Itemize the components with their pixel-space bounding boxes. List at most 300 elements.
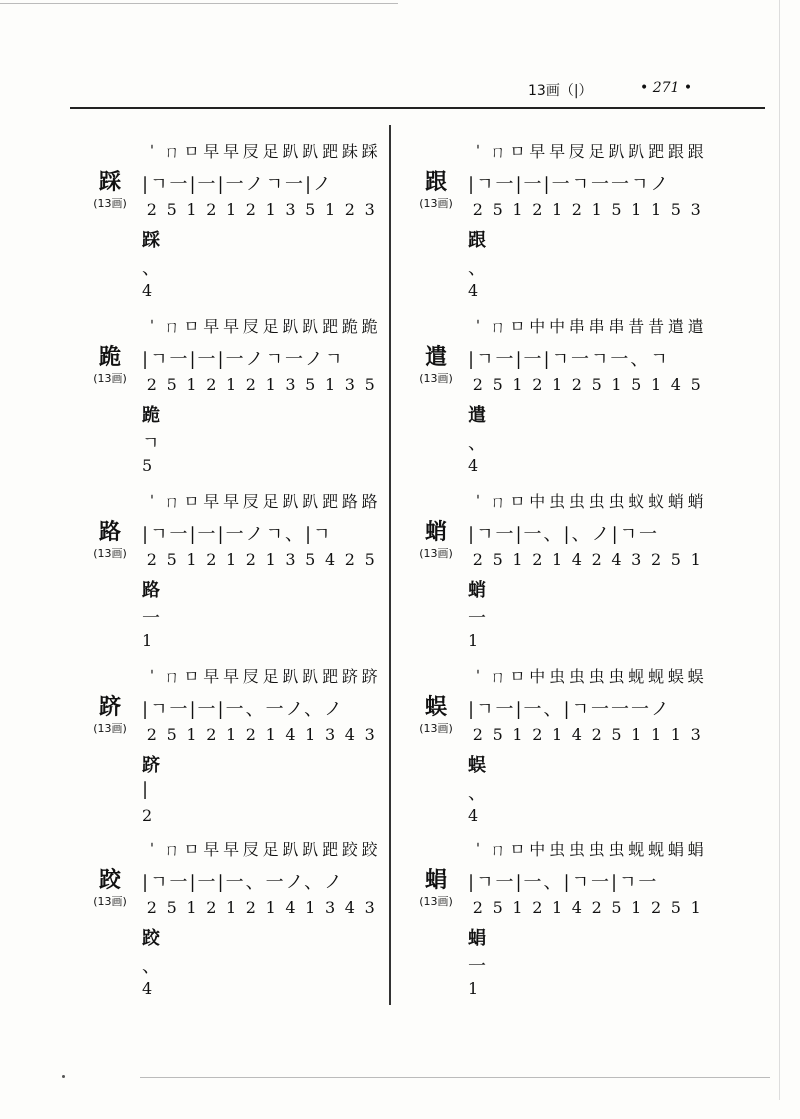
progression-step: 蛸 [687,492,704,511]
progression-step: 早 [203,840,220,859]
stroke-number: 2 [650,898,662,917]
progression-step: 遣 [667,317,684,336]
progression-step: ˈ [475,142,481,161]
stroke-number: 1 [512,200,523,219]
stroke-number: 2 [245,898,256,917]
character-entry [406,490,726,665]
progression-step: ˈ [149,840,155,859]
progression-step: 串 [588,317,605,336]
progression-step: 趴 [608,142,625,161]
stroke-number: 1 [186,200,197,219]
progression-step: 早 [223,840,240,859]
stroke-number: 1 [225,898,237,917]
stroke-sequence: |ㄱ一|一|一ノㄱ、|ㄱ [142,524,333,545]
stroke-progression [468,490,706,514]
stroke-number: 5 [492,550,503,569]
stroke-number: 5 [305,550,316,569]
progression-step: ㅁ [183,142,200,161]
final-stroke-number: 2 [142,806,153,825]
progression-step: 早 [203,317,220,336]
stroke-number: 1 [225,725,237,744]
progression-step: ㅁ [183,667,200,686]
stroke-sequence: |ㄱ一|一|一、一ノ、ノ [142,699,345,720]
header-section-label: 13画（|） [528,83,593,99]
character-entry [80,140,400,315]
stroke-number: 3 [364,200,375,219]
stroke-number: 1 [512,725,523,744]
progression-step: 串 [568,317,585,336]
stroke-number: 1 [512,898,523,917]
progression-step: 足 [262,317,279,336]
progression-step: 跪 [341,317,358,336]
progression-step: 趴 [302,142,319,161]
stroke-number: 5 [166,200,177,219]
progression-step: 蜈 [687,667,704,686]
progression-step: 足 [262,492,279,511]
stroke-number: 3 [690,725,701,744]
stroke-number: 1 [225,200,237,219]
progression-step: 早 [203,142,220,161]
final-stroke: | [142,779,149,800]
progression-step: 蚬 [648,840,665,859]
stroke-number: 5 [690,375,701,394]
progression-step: 跊 [341,142,358,161]
headword: 踩 [98,169,121,195]
stroke-numbers [142,375,380,394]
stroke-number: 1 [186,898,197,917]
progression-step: 虫 [608,667,625,686]
final-stroke: 一 [468,608,486,629]
progression-step: 中 [529,492,546,511]
progression-step: 虫 [549,492,566,511]
progression-step: 㞋 [242,840,259,859]
stroke-number: 2 [146,200,157,219]
stroke-number: 5 [611,898,622,917]
progression-step: 趴 [302,667,319,686]
headword: 蛸 [424,519,447,545]
stroke-number: 4 [344,725,355,744]
progression-step: ˈ [149,142,155,161]
progression-step: 跪 [361,317,378,336]
stroke-number: 1 [631,898,642,917]
stroke-number: 5 [166,375,177,394]
stroke-number: 4 [285,725,296,744]
stroke-number: 4 [611,550,622,569]
stroke-number: 5 [492,375,503,394]
progression-step: ㅁ [509,667,526,686]
progression-step: ㅁ [183,492,200,511]
progression-step: 早 [223,492,240,511]
stroke-number: 2 [472,550,483,569]
progression-step: 虫 [608,492,625,511]
stroke-number: 1 [551,375,563,394]
stroke-number: 2 [206,375,217,394]
final-stroke-number: 1 [468,979,479,998]
stroke-number: 1 [551,725,563,744]
stroke-number: 1 [670,725,681,744]
stroke-number: 4 [344,898,355,917]
progression-step: 趴 [282,317,299,336]
progression-step: 路 [361,492,378,511]
progression-step: 虫 [568,667,585,686]
progression-step: 蚬 [648,667,665,686]
progression-step: ㅁ [509,142,526,161]
running-header [500,80,700,104]
stroke-number: 5 [364,550,375,569]
character-entry [406,140,726,315]
stroke-number: 1 [650,375,662,394]
progression-step: 跟 [667,142,684,161]
stroke-number: 1 [186,725,197,744]
final-stroke: ㄱ [142,433,160,454]
progression-step: ˈ [475,492,481,511]
progression-step: 蚬 [628,667,645,686]
stroke-count: (13画) [93,547,127,560]
stroke-number: 1 [690,550,701,569]
stroke-number: 2 [532,898,543,917]
stroke-number: 1 [551,898,563,917]
headword: 跟 [424,169,447,195]
final-stroke: 、 [142,956,160,977]
stroke-numbers [468,375,706,394]
stroke-number: 2 [591,725,602,744]
page-edge-line [779,0,780,1100]
final-stroke-number: 1 [468,631,479,650]
final-character: 蛸 [468,580,486,601]
progression-step: 虫 [588,492,605,511]
stroke-number: 2 [472,375,483,394]
progression-step: 虫 [588,667,605,686]
headword: 跻 [98,694,121,720]
stroke-number: 5 [305,375,316,394]
stroke-number: 5 [670,200,681,219]
stroke-progression [468,838,706,862]
stroke-progression [142,140,380,164]
stroke-sequence: |ㄱ一|一、|ㄱ一一一ノ [468,699,671,720]
character-entry [80,490,400,665]
progression-step: 早 [529,142,546,161]
progression-step: ˈ [149,667,155,686]
stroke-sequence: |ㄱ一|一|一、一ノ、ノ [142,872,345,893]
stroke-number: 1 [265,898,276,917]
progression-step: ㄇ [489,667,506,686]
progression-step: 虫 [549,667,566,686]
progression-step: 蜎 [667,840,684,859]
stroke-number: 2 [650,550,662,569]
progression-step: 跁 [322,840,339,859]
character-entry [80,665,400,840]
stroke-number: 2 [472,725,483,744]
stroke-progression [468,140,706,164]
final-stroke-number: 5 [142,456,153,475]
stroke-number: 3 [324,725,336,744]
headword: 蜈 [424,694,447,720]
stroke-number: 2 [532,550,543,569]
stroke-number: 1 [650,725,662,744]
progression-step: 早 [223,667,240,686]
stroke-number: 5 [492,200,503,219]
progression-step: ˈ [149,317,155,336]
stroke-number: 1 [591,200,602,219]
stroke-number: 3 [324,898,336,917]
stroke-number: 2 [146,898,157,917]
stroke-numbers [468,898,706,917]
progression-step: 足 [262,667,279,686]
stroke-number: 2 [146,550,157,569]
stroke-number: 1 [305,725,316,744]
headword: 跤 [98,867,121,893]
stroke-count: (13画) [419,895,453,908]
stroke-progression [468,665,706,689]
progression-step: 㞋 [242,142,259,161]
stroke-numbers [142,725,380,744]
stroke-number: 2 [245,375,256,394]
headword: 路 [98,519,121,545]
progression-step: ㅁ [183,840,200,859]
progression-step: 虫 [568,840,585,859]
progression-step: 早 [549,142,566,161]
progression-step: ㄇ [163,142,180,161]
stroke-number: 3 [364,898,375,917]
progression-step: ㄇ [489,492,506,511]
progression-step: 跤 [341,840,358,859]
progression-step: 踩 [361,142,378,161]
stroke-number: 2 [571,200,582,219]
final-character: 路 [142,580,160,601]
progression-step: 中 [529,667,546,686]
progression-step: ㄇ [163,667,180,686]
stroke-number: 5 [670,898,681,917]
final-character: 遣 [468,405,486,426]
progression-step: 趴 [302,492,319,511]
progression-step: 虫 [549,840,566,859]
stroke-number: 1 [611,375,622,394]
stroke-progression [142,665,380,689]
headword: 遣 [424,344,447,370]
stroke-sequence: |ㄱ一|一|ㄱ一ㄱ一、ㄱ [468,349,670,370]
final-stroke: 、 [468,783,486,804]
character-entry [80,315,400,490]
final-character: 蜎 [468,928,486,949]
stroke-progression [142,315,380,339]
stroke-numbers [142,550,380,569]
final-character: 跟 [468,230,486,251]
stroke-number: 2 [532,200,543,219]
stroke-number: 1 [265,550,276,569]
progression-step: 中 [549,317,566,336]
stroke-number: 5 [492,725,503,744]
progression-step: 跁 [648,142,665,161]
stroke-numbers [468,200,706,219]
progression-step: 蚁 [648,492,665,511]
progression-step: 趴 [282,667,299,686]
stroke-number: 2 [591,550,602,569]
progression-step: ㄇ [163,317,180,336]
stroke-number: 1 [225,550,237,569]
stroke-number: 4 [324,550,336,569]
final-stroke-number: 1 [142,631,153,650]
stroke-number: 1 [225,375,237,394]
final-stroke-number: 4 [468,281,479,300]
stroke-number: 2 [344,550,355,569]
stroke-sequence: |ㄱ一|一、|ㄱ一|ㄱ一 [468,872,659,893]
stroke-number: 3 [285,200,296,219]
progression-step: 昔 [648,317,665,336]
progression-step: 趴 [282,492,299,511]
stroke-sequence: |ㄱ一|一|一ㄱ一一ㄱノ [468,174,671,195]
progression-step: 跁 [322,317,339,336]
progression-step: ㅁ [509,492,526,511]
progression-step: 趴 [282,840,299,859]
final-stroke: 、 [468,433,486,454]
stroke-count: (13画) [419,372,453,385]
stroke-number: 2 [206,725,217,744]
final-stroke-number: 4 [468,456,479,475]
stroke-number: 4 [285,898,296,917]
stroke-sequence: |ㄱ一|一、|、ノ|ㄱ一 [468,524,660,545]
stroke-number: 2 [146,375,157,394]
stroke-number: 1 [265,725,276,744]
stroke-number: 2 [532,725,543,744]
progression-step: 趴 [302,840,319,859]
stroke-number: 1 [186,375,197,394]
stroke-number: 3 [285,550,296,569]
progression-step: 趴 [282,142,299,161]
final-character: 跤 [142,928,160,949]
final-character: 踩 [142,230,160,251]
stroke-number: 1 [551,200,563,219]
progression-step: ˈ [475,840,481,859]
final-character: 蜈 [468,755,486,776]
final-stroke: 、 [468,258,486,279]
progression-step: 跁 [322,492,339,511]
progression-step: ㅁ [509,840,526,859]
stroke-number: 5 [591,375,602,394]
final-stroke-number: 4 [142,979,153,998]
stroke-number: 2 [344,200,355,219]
stroke-numbers [142,898,380,917]
progression-step: 路 [341,492,358,511]
stroke-sequence: |ㄱ一|一|一ノㄱ一|ノ [142,174,334,195]
progression-step: 㞋 [242,492,259,511]
stroke-number: 1 [265,200,276,219]
stroke-count: (13画) [93,722,127,735]
progression-step: 㞋 [242,317,259,336]
progression-step: 蚁 [628,492,645,511]
progression-step: 串 [608,317,625,336]
stroke-number: 5 [364,375,375,394]
stroke-number: 1 [305,898,316,917]
final-stroke-number: 4 [468,806,479,825]
stroke-number: 2 [472,200,483,219]
progression-step: 蜈 [667,667,684,686]
progression-step: 跟 [687,142,704,161]
stroke-number: 2 [245,550,256,569]
stroke-number: 3 [631,550,642,569]
headword: 跪 [98,344,121,370]
stroke-number: 1 [650,200,662,219]
character-entry [406,838,726,1013]
progression-step: 蚬 [628,840,645,859]
progression-step: 趴 [302,317,319,336]
progression-step: 中 [529,317,546,336]
progression-step: ㄇ [163,492,180,511]
stroke-sequence: |ㄱ一|一|一ノㄱ一ノㄱ [142,349,345,370]
stroke-number: 2 [206,200,217,219]
stroke-count: (13画) [93,895,127,908]
stroke-number: 4 [571,898,582,917]
progression-step: 趴 [628,142,645,161]
progression-step: 足 [262,840,279,859]
final-stroke-number: 4 [142,281,153,300]
stroke-number: 1 [512,550,523,569]
stroke-count: (13画) [419,722,453,735]
stroke-number: 4 [571,725,582,744]
stroke-number: 5 [611,200,622,219]
top-edge-rule [0,3,398,4]
stroke-number: 3 [344,375,355,394]
stroke-number: 2 [206,898,217,917]
stroke-numbers [142,200,380,219]
stroke-number: 5 [611,725,622,744]
progression-step: 㞋 [242,667,259,686]
character-entry [406,315,726,490]
progression-step: 中 [529,840,546,859]
bottom-rule [140,1077,770,1078]
progression-step: 早 [203,492,220,511]
stroke-progression [468,315,706,339]
final-stroke: 一 [468,956,486,977]
final-stroke: 一 [142,608,160,629]
stroke-progression [142,838,380,862]
stroke-number: 2 [571,375,582,394]
stroke-number: 1 [265,375,276,394]
progression-step: 跻 [361,667,378,686]
progression-step: 昔 [628,317,645,336]
stroke-number: 2 [146,725,157,744]
stroke-number: 4 [670,375,681,394]
progression-step: ㄇ [163,840,180,859]
stroke-count: (13画) [93,372,127,385]
progression-step: 跻 [341,667,358,686]
stroke-number: 5 [166,550,177,569]
stroke-number: 1 [324,200,336,219]
page-mark [62,1075,65,1078]
progression-step: 早 [223,142,240,161]
progression-step: 遣 [687,317,704,336]
stroke-number: 1 [631,725,642,744]
progression-step: ˈ [149,492,155,511]
stroke-count: (13画) [93,197,127,210]
stroke-numbers [468,725,706,744]
stroke-count: (13画) [419,547,453,560]
header-rule [70,107,765,109]
progression-step: 早 [203,667,220,686]
final-stroke: 、 [142,258,160,279]
stroke-number: 1 [631,200,642,219]
character-entry [80,838,400,1013]
stroke-numbers [468,550,706,569]
progression-step: 蛸 [667,492,684,511]
progression-step: 跁 [322,142,339,161]
stroke-number: 1 [186,550,197,569]
progression-step: 虫 [568,492,585,511]
stroke-number: 1 [512,375,523,394]
stroke-number: 2 [245,200,256,219]
progression-step: 跁 [322,667,339,686]
final-character: 跻 [142,755,160,776]
progression-step: 跤 [361,840,378,859]
